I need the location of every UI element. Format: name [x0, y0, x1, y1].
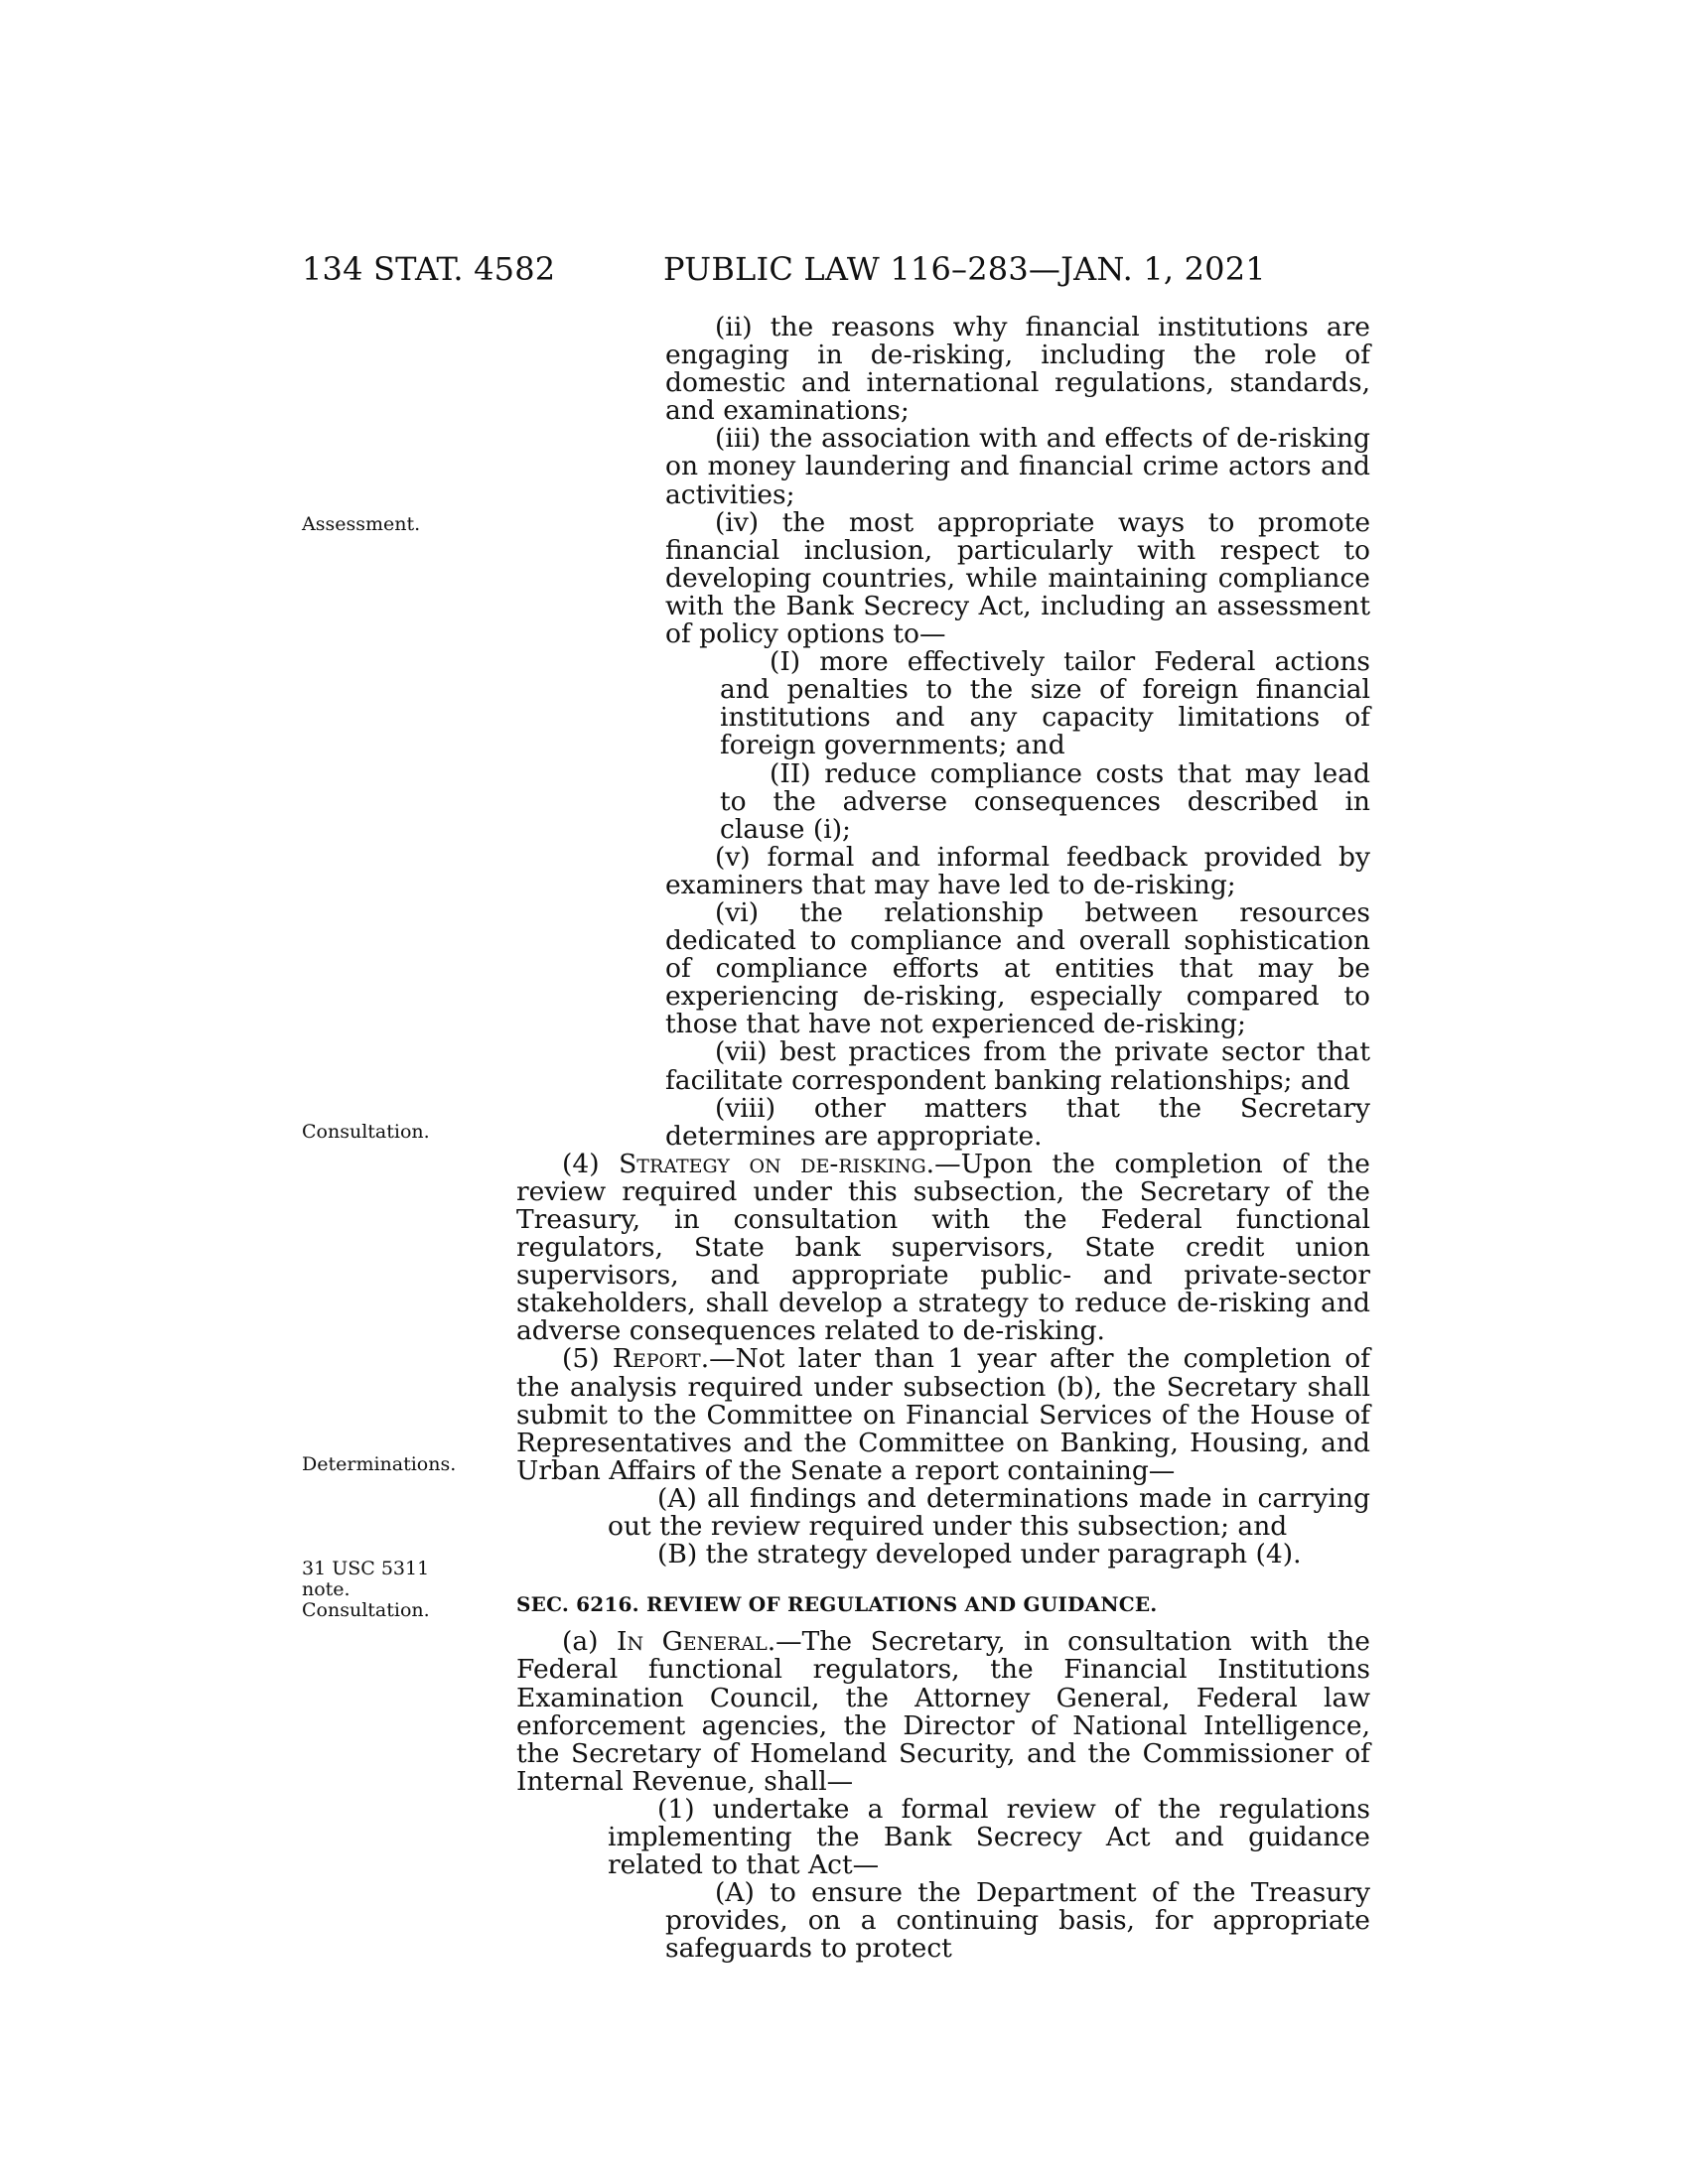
paragraph-5-heading: Report.	[612, 1343, 710, 1375]
subsection-a-text: —The Secretary, in consultation with the Federal functional regulators, the Financial Institutions Examination Council, the Attorney General, Federal law enforcement agencies, the Director of National Intelligence, the Secretary of Homeland Security, and the Commissioner of Internal Revenue, shall—	[516, 1626, 1370, 1797]
clause-v: (v) formal and informal feedback provided by examiners that may have led to de-risking;	[665, 841, 1370, 900]
margin-note-determinations: Determinations.	[302, 1453, 457, 1475]
margin-note-assessment: Assessment.	[302, 513, 421, 535]
running-header: PUBLIC LAW 116–283—JAN. 1, 2021	[663, 250, 1266, 288]
margin-note-consultation: Consultation.	[302, 1121, 430, 1143]
paragraph-5-number: (5)	[562, 1343, 600, 1375]
subclause-II: (II) reduce compliance costs that may lead to the adverse consequences described in clause (i);	[720, 757, 1370, 845]
paragraph-5	[516, 1345, 1370, 1484]
page-citation: 134 STAT. 4582	[302, 250, 556, 288]
subclause-I: (I) more effectively tailor Federal actions and penalties to the size of foreign financial institutions and any capacity limitations of foreign governments; and	[720, 646, 1370, 761]
paragraph-4-text: —Upon the completion of the review required under this subsection, the Secretary of the Treasury, in consultation with the Federal functional regulators, State bank supervisors, State credit union supervisors, and appropriate public- and private-sector stakeholders, shall develop a strategy to reduce de-risking and adverse consequences related to de-risking.	[516, 1148, 1370, 1347]
margin-note-usc-citation	[302, 1559, 461, 1621]
statute-body	[516, 314, 1370, 1963]
clause-ii: (ii) the reasons why financial institutions are engaging in de-risking, including the role of domestic and international regulations, standards, and examinations;	[665, 312, 1370, 427]
margin-note-consultation-2: Consultation.	[302, 1599, 430, 1621]
clause-vi: (vi) the relationship between resources dedicated to compliance and overall sophistication of compliance efforts at entities that may be experiencing de-risking, especially compared to those that have not experienced de-risking;	[665, 896, 1370, 1040]
clause-viii: (viii) other matters that the Secretary determines are appropriate.	[665, 1092, 1370, 1152]
subsection-a-number: (a)	[562, 1626, 599, 1658]
clause-iv: (iv) the most appropriate ways to promote financial inclusion, particularly with respect to developing countries, while maintaining compliance with the Bank Secrecy Act, including an assessment of policy options to—	[665, 506, 1370, 650]
paragraph-5-text: —Not later than 1 year after the completion of the analysis required under subsection (b), the Secretary shall submit to the Committee on Financial Services of the House of Representatives and the Committee on Banking, Housing, and Urban Affairs of the Senate a report containing—	[516, 1343, 1370, 1486]
usc-line-1: 31 USC 5311	[302, 1558, 430, 1579]
subsection-a	[516, 1628, 1370, 1796]
clause-iii: (iii) the association with and effects of de-risking on money laundering and financial crime actors and activities;	[665, 423, 1370, 510]
paragraph-5-B: (B) the strategy developed under paragraph (4).	[657, 1539, 1302, 1570]
paragraph-4-number: (4)	[562, 1148, 600, 1179]
subsection-a-1-A: (A) to ensure the Department of the Treasury provides, on a continuing basis, for appropriate safeguards to protect	[665, 1877, 1370, 1965]
paragraph-5-A: (A) all findings and determinations made in carrying out the review required under this subsection; and	[608, 1482, 1370, 1543]
paragraph-4-heading: Strategy on de-risking.	[619, 1148, 935, 1179]
subsection-a-1: (1) undertake a formal review of the regulations implementing the Bank Secrecy Act and guidance related to that Act—	[608, 1793, 1370, 1881]
subsection-a-heading: In General.	[616, 1626, 776, 1658]
section-heading: SEC. 6216. REVIEW OF REGULATIONS AND GUIDANCE.	[516, 1592, 1158, 1617]
paragraph-4	[516, 1148, 1370, 1347]
clause-vii: (vii) best practices from the private sector that facilitate correspondent banking relationships; and	[665, 1036, 1370, 1096]
usc-line-2: note.	[302, 1578, 351, 1600]
